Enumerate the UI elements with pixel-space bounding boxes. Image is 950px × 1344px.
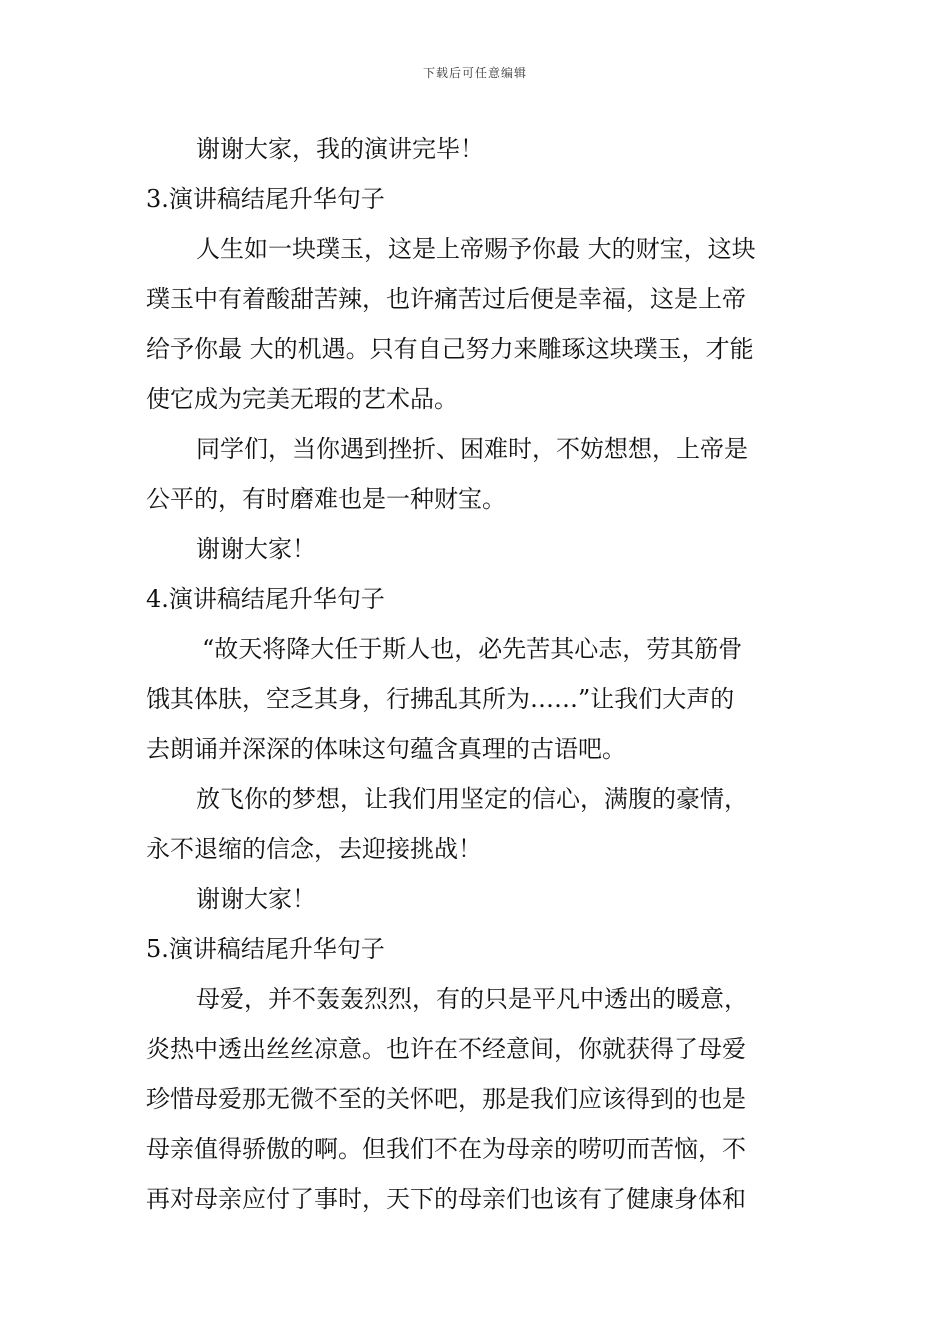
paragraph-line: 给予你最 大的机遇。只有自己努力来雕琢这块璞玉，才能 (146, 335, 754, 363)
paragraph-line: 珍惜母爱那无微不至的关怀吧，那是我们应该得到的也是 (146, 1085, 746, 1113)
paragraph-line: “故天将降大任于斯人也，必先苦其心志，劳其筋骨 (202, 635, 743, 663)
page-header: 下载后可任意编辑 (422, 66, 527, 80)
section-heading: 3.演讲稿结尾升华句子 (146, 185, 385, 213)
paragraph-line: 母亲值得骄傲的啊。但我们不在为母亲的唠叨而苦恼，不 (146, 1135, 746, 1163)
paragraph-line: 同学们，当你遇到挫折、困难时，不妨想想，上帝是 (196, 435, 748, 463)
paragraph-line: 饿其体肤，空乏其身，行拂乱其所为……”让我们大声的 (146, 685, 735, 713)
paragraph-line: 璞玉中有着酸甜苦辣，也许痛苦过后便是幸福，这是上帝 (146, 285, 746, 313)
document-body (146, 124, 806, 1224)
section-heading: 5.演讲稿结尾升华句子 (146, 935, 385, 963)
paragraph-line: 永不退缩的信念，去迎接挑战！ (146, 835, 482, 863)
paragraph-line: 使它成为完美无瑕的艺术品。 (146, 385, 458, 413)
paragraph-line: 母爱，并不轰轰烈烈，有的只是平凡中透出的暖意， (196, 985, 748, 1013)
closing-line: 谢谢大家！ (196, 885, 316, 913)
closing-line: 谢谢大家！ (196, 535, 316, 563)
paragraph-line: 再对母亲应付了事时，天下的母亲们也该有了健康身体和 (146, 1185, 746, 1213)
closing-line: 谢谢大家，我的演讲完毕！ (196, 135, 484, 163)
paragraph-line: 炎热中透出丝丝凉意。也许在不经意间，你就获得了母爱 (146, 1035, 746, 1063)
paragraph-line: 去朗诵并深深的体味这句蕴含真理的古语吧。 (146, 735, 626, 763)
section-heading: 4.演讲稿结尾升华句子 (146, 585, 385, 613)
paragraph-line: 放飞你的梦想，让我们用坚定的信心，满腹的豪情， (196, 785, 748, 813)
paragraph-line: 公平的，有时磨难也是一种财宝。 (146, 485, 506, 513)
paragraph-line: 人生如一块璞玉，这是上帝赐予你最 大的财宝，这块 (196, 235, 756, 263)
